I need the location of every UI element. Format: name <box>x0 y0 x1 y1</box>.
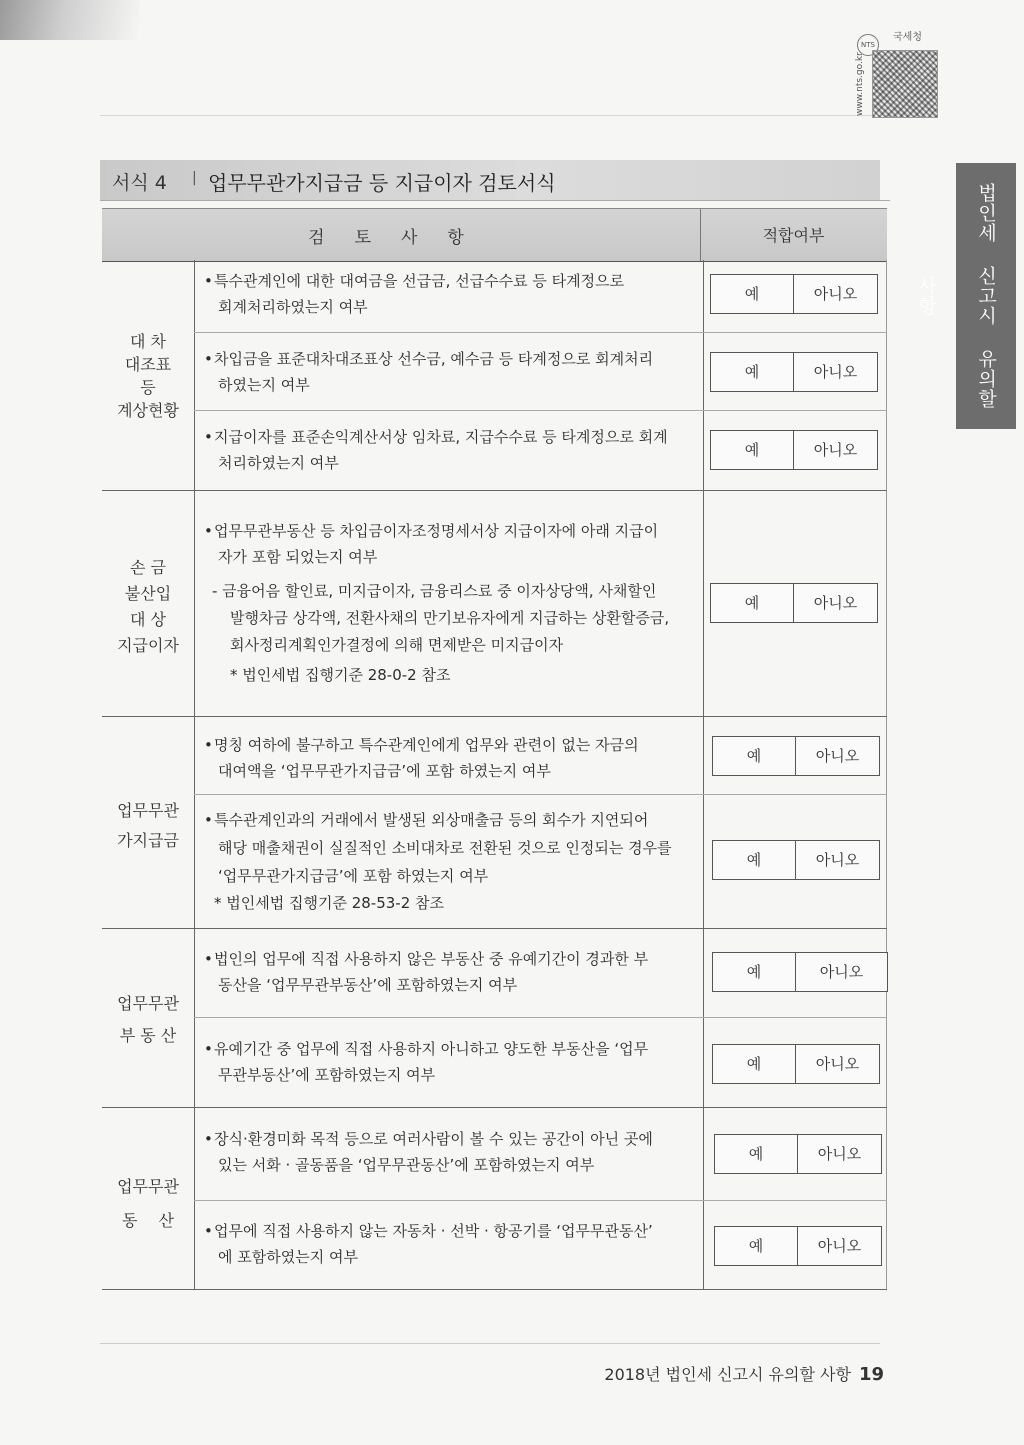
yes-option[interactable]: 예 <box>711 353 794 391</box>
no-option[interactable]: 아니오 <box>817 1145 862 1163</box>
item-text: 특수관계인과의 거래에서 발생된 외상매출금 등의 회수가 지연되어 <box>214 811 649 829</box>
check-item: •특수관계인과의 거래에서 발생된 외상매출금 등의 회수가 지연되어 해당 매출채권이 실질적인 소비대차로 전환된 것으로 인정되는 경우를 ‘업무무관가지급금’에 포함 하였는지 여부 <box>204 806 692 890</box>
section-divider <box>102 490 887 491</box>
check-item: •차입금을 표준대차대조표상 선수금, 예수금 등 타계정으로 회계처리 하였는지 여부 <box>204 346 692 398</box>
check-item: •업무에 직접 사용하지 않는 자동차 · 선박 · 항공기를 ‘업무무관동산’ 에 포함하였는지 여부 <box>204 1218 692 1270</box>
no-option[interactable]: 아니오 <box>813 594 858 612</box>
no-option[interactable]: 아니오 <box>815 851 860 869</box>
item-text: 명칭 여하에 불구하고 특수관계인에게 업무와 관련이 없는 자금의 <box>214 736 639 754</box>
yes-no-box <box>714 1226 882 1266</box>
yes-no-box <box>712 840 880 880</box>
yes-no-box <box>710 583 878 623</box>
item-text: 장식·환경미화 목적 등으로 여러사람이 볼 수 있는 공간이 아닌 곳에 <box>214 1130 653 1148</box>
item-text: 특수관계인에 대한 대여금을 선급금, 선급수수료 등 타계정으로 <box>214 272 625 290</box>
category-line: 불산입 <box>124 584 172 603</box>
scan-artifact <box>0 0 140 40</box>
category-line: 등 <box>140 378 156 397</box>
no-option[interactable]: 아니오 <box>813 441 858 459</box>
item-text: 차입금을 표준대차대조표상 선수금, 예수금 등 타계정으로 회계처리 <box>214 350 654 368</box>
item-text: 하였는지 여부 <box>218 376 310 394</box>
yes-option[interactable]: 예 <box>711 431 794 469</box>
row-divider <box>194 332 887 333</box>
row-divider <box>194 1200 887 1201</box>
item-text: 있는 서화 · 골동품을 ‘업무무관동산’에 포함하였는지 여부 <box>218 1156 595 1174</box>
category-unrelated-movables <box>102 1170 194 1238</box>
category-line: 지급이자 <box>117 636 179 655</box>
category-unrelated-loans <box>102 796 194 856</box>
row-divider <box>194 1017 887 1018</box>
row-divider <box>194 794 887 795</box>
sub-item-text: 발행차금 상각액, 전환사채의 만기보유자에게 지급하는 상환할증금, <box>230 609 670 627</box>
yes-no-box <box>714 1134 882 1174</box>
section-divider <box>102 1107 887 1108</box>
qr-code <box>855 28 945 120</box>
yes-no-box <box>710 274 878 314</box>
item-text: 동산을 ‘업무무관부동산’에 포함하였는지 여부 <box>218 976 518 994</box>
yes-no-box <box>710 430 878 470</box>
footer-title: 2018년 법인세 신고시 유의할 사항 <box>604 1365 851 1384</box>
sub-item <box>212 578 692 659</box>
yes-option[interactable]: 예 <box>713 737 796 775</box>
yes-option[interactable]: 예 <box>715 1227 798 1265</box>
item-text: 지급이자를 표준손익계산서상 임차료, 지급수수료 등 타계정으로 회계 <box>214 428 668 446</box>
yes-option[interactable]: 예 <box>713 953 796 991</box>
yes-option[interactable]: 예 <box>711 584 794 622</box>
no-option[interactable]: 아니오 <box>817 1237 862 1255</box>
yes-option[interactable]: 예 <box>713 841 796 879</box>
check-item: •특수관계인에 대한 대여금을 선급금, 선급수수료 등 타계정으로 회계처리하였는지 여부 <box>204 268 692 320</box>
yes-option[interactable]: 예 <box>713 1045 796 1083</box>
no-option[interactable]: 아니오 <box>813 363 858 381</box>
category-line: 대조표 <box>124 355 172 374</box>
no-option[interactable]: 아니오 <box>819 963 864 981</box>
item-text: 법인의 업무에 직접 사용하지 않은 부동산 중 유예기간이 경과한 부 <box>214 950 649 968</box>
no-option[interactable]: 아니오 <box>815 1055 860 1073</box>
yes-no-box <box>712 736 880 776</box>
item-text: 유예기간 중 업무에 직접 사용하지 아니하고 양도한 부동산을 ‘업무 <box>214 1040 649 1058</box>
reference-note: * 법인세법 집행기준 28-0-2 참조 <box>230 666 451 684</box>
table-right-border <box>886 260 887 1290</box>
qr-url: www.nts.go.kr <box>855 52 865 116</box>
form-title-bar <box>100 160 880 200</box>
chapter-side-tab <box>915 163 1016 429</box>
category-line: 업무무관 <box>117 994 179 1013</box>
category-line: 계상현황 <box>117 401 179 420</box>
yes-no-box <box>712 1044 880 1084</box>
item-text: 업무무관부동산 등 차입금이자조정명세서상 지급이자에 아래 지급이 <box>214 522 659 540</box>
form-number: 서식 4 <box>112 172 167 194</box>
category-line: 대 상 <box>130 610 166 629</box>
category-nondeductible-interest <box>102 555 194 659</box>
page-number: 19 <box>858 1364 884 1385</box>
item-text: 무관부동산’에 포함하였는지 여부 <box>218 1066 436 1084</box>
qr-pattern <box>872 50 938 118</box>
item-text: 회계처리하였는지 여부 <box>218 298 368 316</box>
no-option[interactable]: 아니오 <box>813 285 858 303</box>
category-unrelated-real-estate <box>102 988 194 1052</box>
qr-label: 국세청 <box>893 32 922 43</box>
check-item: •법인의 업무에 직접 사용하지 않은 부동산 중 유예기간이 경과한 부 동산을 ‘업무무관부동산’에 포함하였는지 여부 <box>204 946 692 998</box>
header-review-items: 검토사항 <box>308 228 494 248</box>
yes-option[interactable]: 예 <box>711 275 794 313</box>
category-line: 손 금 <box>130 558 166 577</box>
category-line: 가지급금 <box>117 831 179 850</box>
fit-column-divider <box>703 260 704 1290</box>
yes-option[interactable]: 예 <box>715 1135 798 1173</box>
item-text: 해당 매출채권이 실질적인 소비대차로 전환된 것으로 인정되는 경우를 <box>218 839 672 857</box>
reference-note: * 법인세법 집행기준 28-53-2 참조 <box>214 894 445 912</box>
yes-no-box <box>710 352 878 392</box>
category-line: 대 차 <box>130 332 166 351</box>
check-item: •유예기간 중 업무에 직접 사용하지 아니하고 양도한 부동산을 ‘업무 무관부동산’에 포함하였는지 여부 <box>204 1036 692 1088</box>
yes-no-box <box>712 952 888 992</box>
row-divider <box>194 410 887 411</box>
bottom-divider <box>100 1343 880 1344</box>
item-text: 업무에 직접 사용하지 않는 자동차 · 선박 · 항공기를 ‘업무무관동산’ <box>214 1222 653 1240</box>
category-line: 업무무관 <box>117 1177 179 1196</box>
category-balance-sheet <box>102 330 194 422</box>
category-line: 부 동 산 <box>119 1026 177 1045</box>
sub-item-text: - 금융어음 할인료, 미지급이자, 금융리스료 중 이자상당액, 사채할인 <box>212 582 657 600</box>
check-item: •업무무관부동산 등 차입금이자조정명세서상 지급이자에 아래 지급이 자가 포함 되었는지 여부 <box>204 518 692 570</box>
nts-logo-icon: NTS <box>857 34 879 56</box>
title-separator: | <box>192 170 197 186</box>
header-compliance: 적합여부 <box>762 226 825 245</box>
item-text: 대여액을 ‘업무무관가지급금’에 포함 하였는지 여부 <box>218 762 551 780</box>
page-footer <box>604 1362 884 1385</box>
category-line: 동 산 <box>122 1211 174 1230</box>
section-divider <box>102 928 887 929</box>
form-title: 업무무관가지급금 등 지급이자 검토서식 <box>208 171 556 195</box>
category-line: 업무무관 <box>117 801 179 820</box>
table-bottom-border <box>102 1289 887 1290</box>
check-item: •명칭 여하에 불구하고 특수관계인에게 업무와 관련이 없는 자금의 대여액을 ‘업무무관가지급금’에 포함 하였는지 여부 <box>204 732 692 784</box>
chapter-side-tab-label: 법인세 신고시 유의할 사항 <box>915 183 997 409</box>
section-divider <box>102 716 887 717</box>
item-text: 에 포함하였는지 여부 <box>218 1248 358 1266</box>
item-text: ‘업무무관가지급금’에 포함 하였는지 여부 <box>218 867 489 885</box>
item-text: 처리하였는지 여부 <box>218 454 339 472</box>
category-column-divider <box>194 260 195 1290</box>
title-underline <box>100 200 890 201</box>
top-divider <box>100 115 880 116</box>
table-header <box>102 208 887 262</box>
check-item: •장식·환경미화 목적 등으로 여러사람이 볼 수 있는 공간이 아닌 곳에 있는 서화 · 골동품을 ‘업무무관동산’에 포함하였는지 여부 <box>204 1126 692 1178</box>
no-option[interactable]: 아니오 <box>815 747 860 765</box>
sub-item-text: 회사정리계획인가결정에 의해 면제받은 미지급이자 <box>230 636 564 654</box>
item-text: 자가 포함 되었는지 여부 <box>218 548 378 566</box>
check-item: •지급이자를 표준손익계산서상 임차료, 지급수수료 등 타계정으로 회계 처리하였는지 여부 <box>204 424 692 476</box>
